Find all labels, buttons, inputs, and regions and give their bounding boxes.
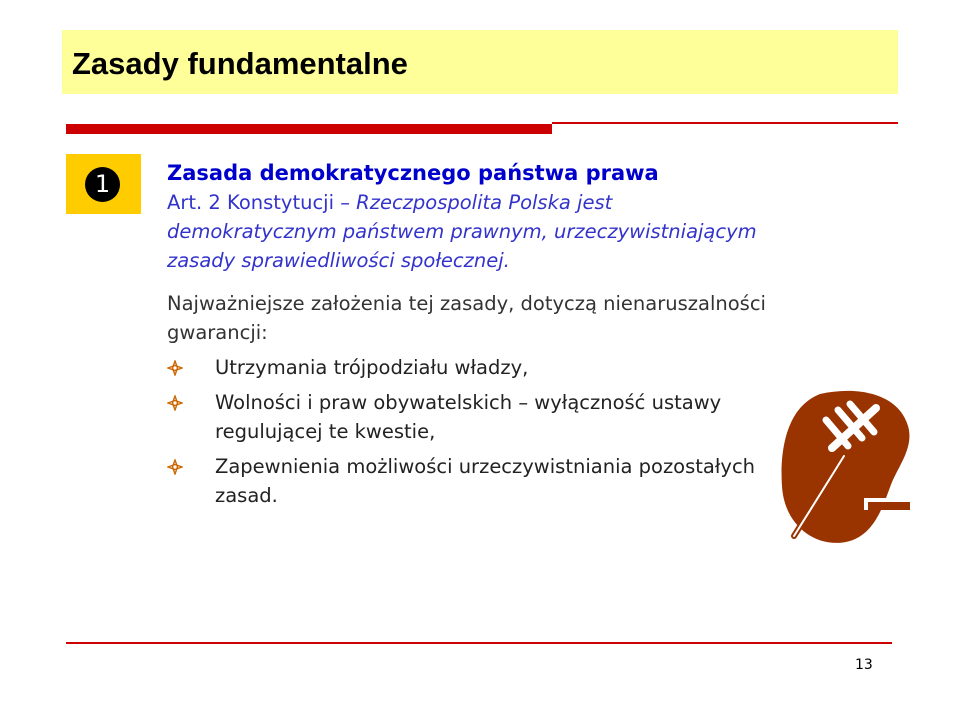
bullet-text: Zapewnienia możliwości urzeczywistniania pozostałych zasad. bbox=[215, 455, 756, 507]
bullet-text: Wolności i praw obywatelskich – wyłączność ustawy regulującej te kwestie, bbox=[215, 391, 722, 443]
list-item bbox=[167, 388, 767, 446]
list-item bbox=[167, 452, 767, 510]
bullet-text: Utrzymania trójpodziału władzy, bbox=[215, 356, 529, 379]
gavel-icon bbox=[780, 386, 914, 546]
number-badge bbox=[66, 154, 141, 214]
article-lead: Art. 2 Konstytucji – bbox=[167, 191, 357, 214]
diamond-bullet-icon bbox=[167, 459, 183, 475]
section-heading: Zasada demokratycznego państwa prawa bbox=[167, 161, 659, 185]
number-circle: 1 bbox=[85, 167, 120, 202]
article-quote bbox=[167, 188, 767, 275]
slide-content bbox=[167, 158, 767, 516]
title-divider-thick bbox=[66, 124, 552, 134]
slide-title: Zasady fundamentalne bbox=[72, 46, 408, 81]
bullet-list bbox=[167, 353, 767, 510]
title-band bbox=[62, 30, 898, 94]
article-text: Rzeczpospolita Polska jest demokratycznym państwem prawnym, urzeczywistniającym zasady sprawiedliwości społecznej. bbox=[167, 191, 757, 272]
footer-divider bbox=[66, 642, 892, 644]
diamond-bullet-icon bbox=[167, 360, 183, 376]
list-item bbox=[167, 353, 767, 382]
title-divider-thin bbox=[552, 122, 898, 124]
intro-text: Najważniejsze założenia tej zasady, dotyczą nienaruszalności gwarancji: bbox=[167, 292, 766, 344]
page-number: 13 bbox=[855, 657, 873, 673]
diamond-bullet-icon bbox=[167, 395, 183, 411]
